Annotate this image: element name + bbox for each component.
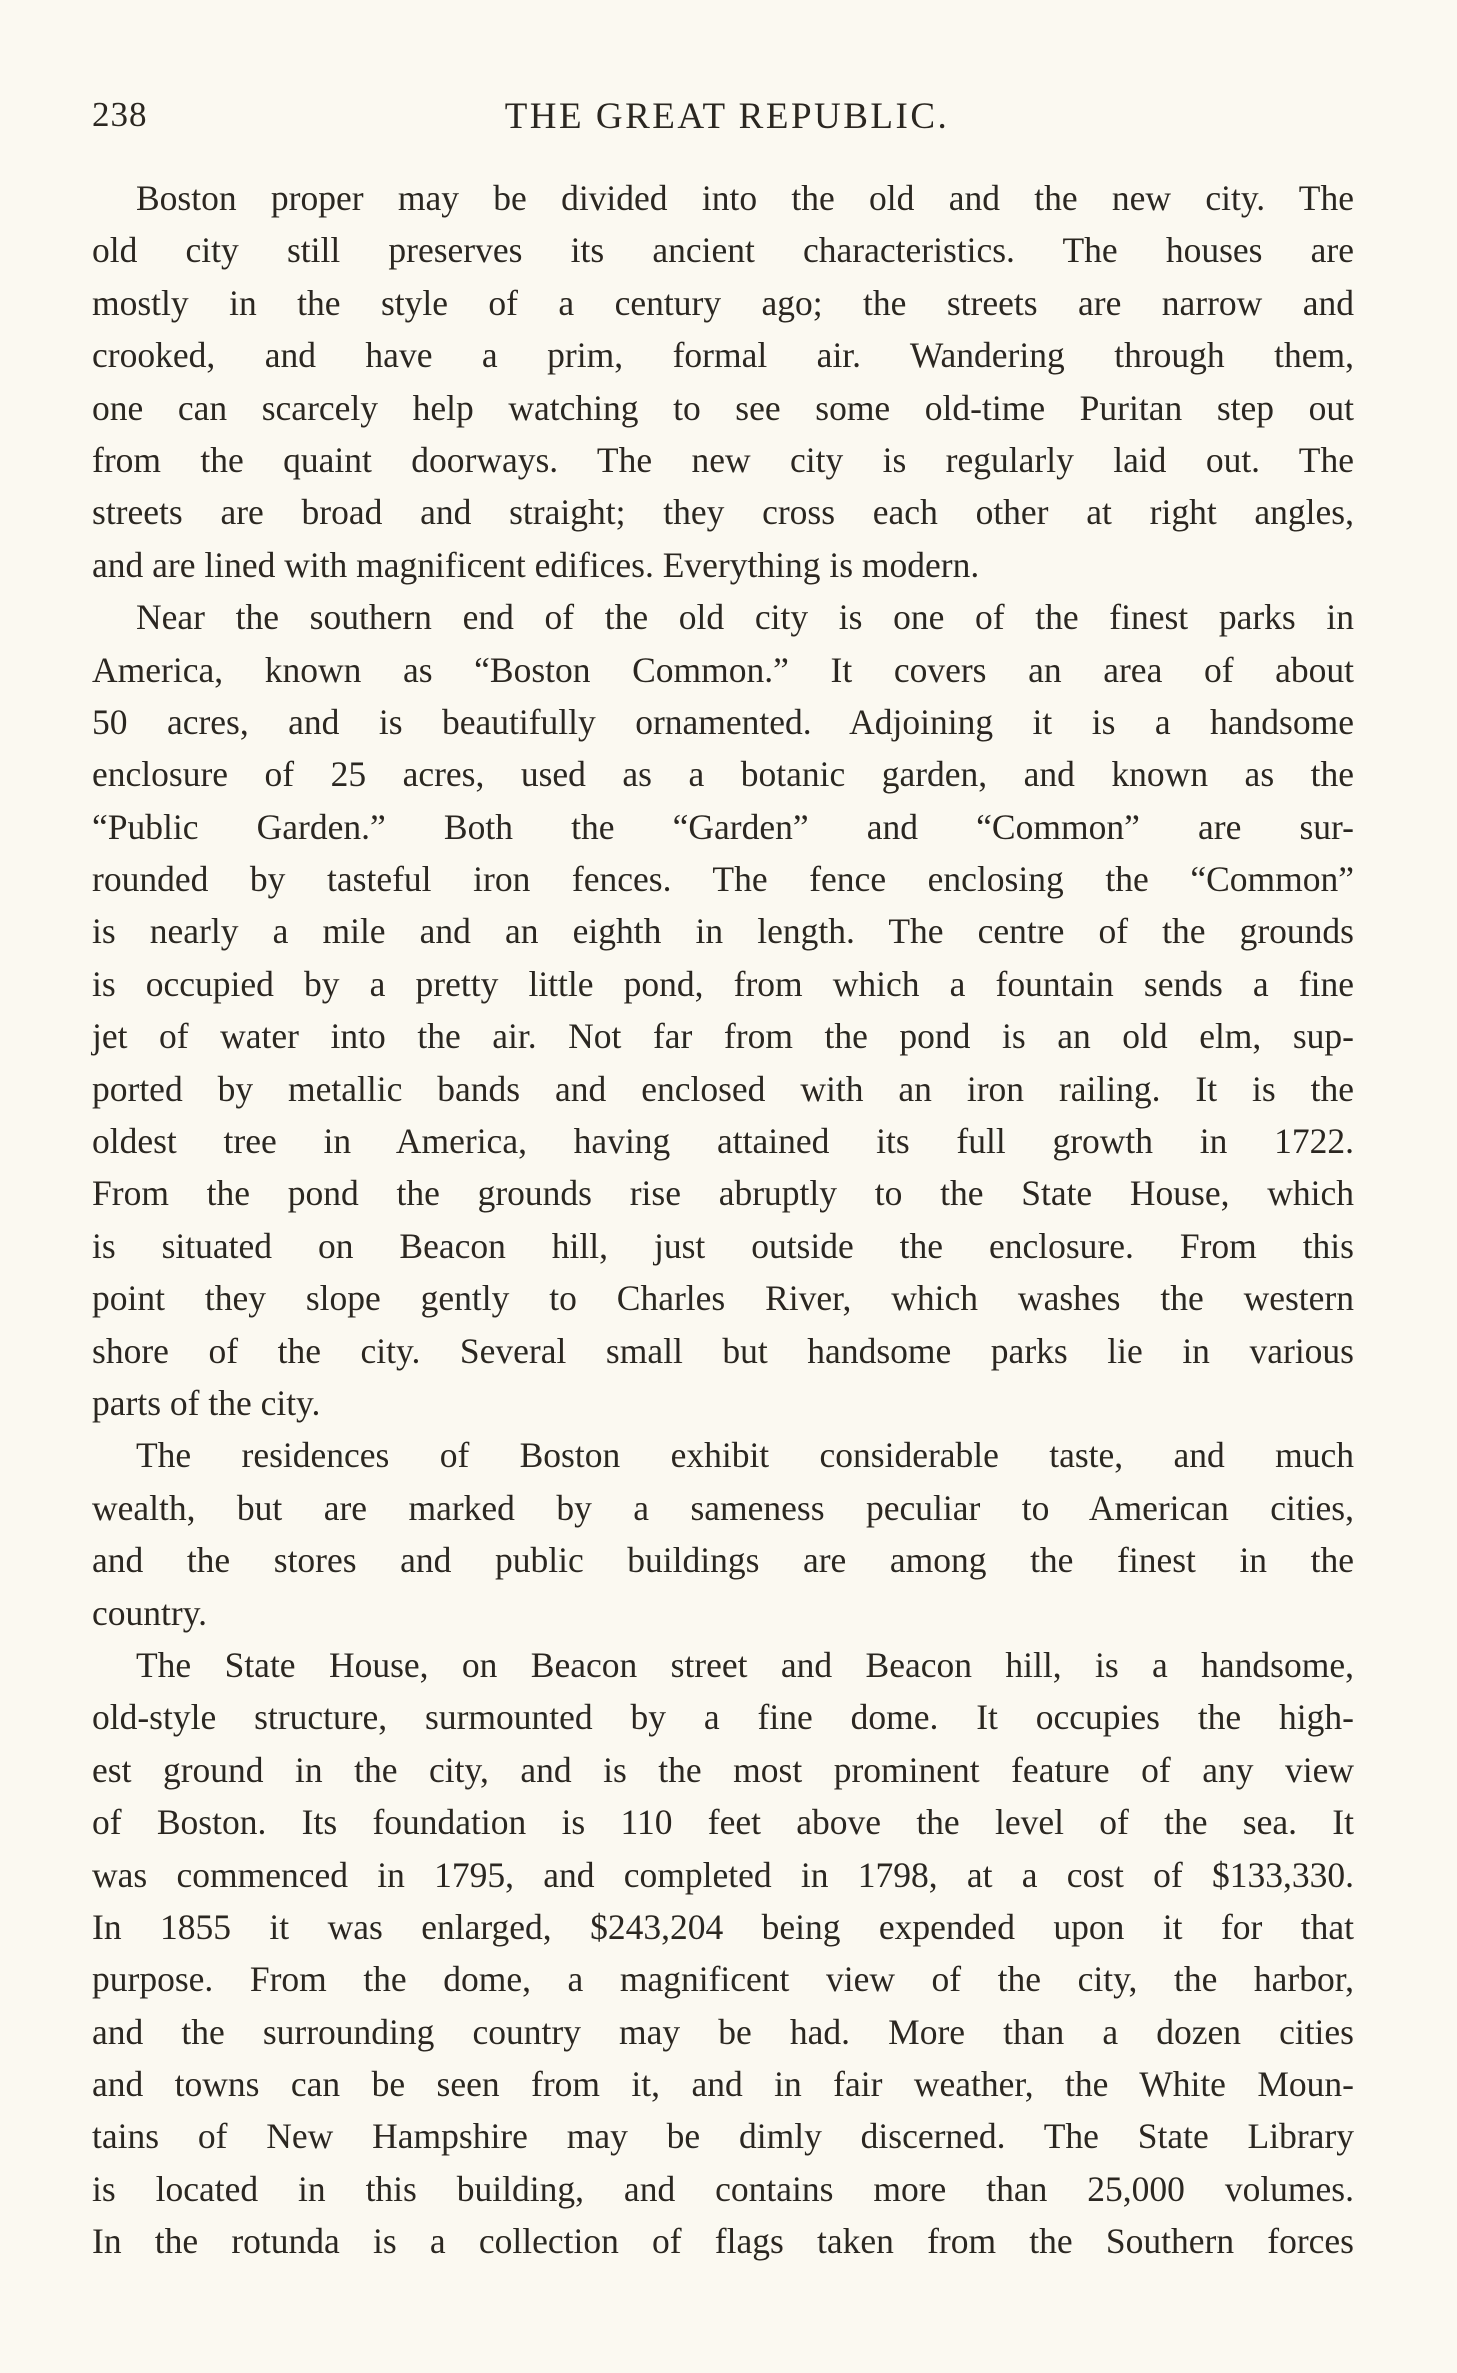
text-line: and the surrounding country may be had. More than a dozen cities xyxy=(92,2011,1354,2052)
text-line: Boston proper may be divided into the old and the new city. The xyxy=(136,178,1354,218)
text-line: and are lined with magnificent edifices. Everything is modern. xyxy=(92,544,980,585)
text-line: oldest tree in America, having attained its full growth in 1722. xyxy=(92,1121,1354,1162)
text-line: is situated on Beacon hill, just outside the enclosure. From this xyxy=(92,1225,1354,1266)
text-line: “Public Garden.” Both the “Garden” and “Common” are sur- xyxy=(92,806,1354,847)
running-title: THE GREAT REPUBLIC. xyxy=(504,96,950,137)
text-line: one can scarcely help watching to see some old-time Puritan step out xyxy=(92,387,1354,428)
text-line: purpose. From the dome, a magnificent view of the city, the harbor, xyxy=(92,1959,1354,2000)
text-line: America, known as “Boston Common.” It covers an area of about xyxy=(92,649,1354,690)
text-line: shore of the city. Several small but handsome parks lie in various xyxy=(92,1330,1354,1371)
text-line: from the quaint doorways. The new city is regularly laid out. The xyxy=(92,439,1354,480)
text-line: enclosure of 25 acres, used as a botanic garden, and known as the xyxy=(92,754,1354,795)
text-line: and the stores and public buildings are among the finest in the xyxy=(92,1540,1354,1581)
text-line: jet of water into the air. Not far from the pond is an old elm, sup- xyxy=(92,1016,1354,1057)
text-line: est ground in the city, and is the most prominent feature of any view xyxy=(92,1749,1354,1790)
paragraph xyxy=(92,1639,1354,2268)
text-line: was commenced in 1795, and completed in 1798, at a cost of $133,330. xyxy=(92,1854,1354,1895)
paragraph xyxy=(92,172,1354,591)
text-line: 50 acres, and is beautifully ornamented. Adjoining it is a handsome xyxy=(92,701,1354,742)
paragraph xyxy=(92,591,1354,1429)
text-line: is nearly a mile and an eighth in length. The centre of the grounds xyxy=(92,911,1354,952)
running-head xyxy=(92,95,1362,145)
text-line: old-style structure, surmounted by a fine dome. It occupies the high- xyxy=(92,1697,1354,1738)
text-line: wealth, but are marked by a sameness peculiar to American cities, xyxy=(92,1487,1354,1528)
text-line: From the pond the grounds rise abruptly to the State House, which xyxy=(92,1173,1354,1214)
text-line: The State House, on Beacon street and Beacon hill, is a handsome, xyxy=(136,1644,1354,1685)
text-line: mostly in the style of a century ago; the streets are narrow and xyxy=(92,282,1354,323)
text-line: and towns can be seen from it, and in fair weather, the White Moun- xyxy=(92,2064,1354,2105)
text-line: old city still preserves its ancient characteristics. The houses are xyxy=(92,230,1354,271)
text-line: The residences of Boston exhibit considerable taste, and much xyxy=(136,1435,1354,1476)
page-number: 238 xyxy=(92,95,148,134)
paragraph xyxy=(92,1429,1354,1639)
text-line: In the rotunda is a collection of flags taken from the Southern forces xyxy=(92,2221,1354,2262)
text-line: country. xyxy=(92,1592,208,1633)
text-line: tains of New Hampshire may be dimly discerned. The State Library xyxy=(92,2116,1354,2157)
text-line: In 1855 it was enlarged, $243,204 being expended upon it for that xyxy=(92,1906,1354,1947)
text-line: is located in this building, and contains more than 25,000 volumes. xyxy=(92,2168,1354,2209)
body-text xyxy=(92,172,1354,2268)
text-line: rounded by tasteful iron fences. The fence enclosing the “Common” xyxy=(92,859,1354,900)
text-line: streets are broad and straight; they cross each other at right angles, xyxy=(92,492,1354,533)
text-line: Near the southern end of the old city is one of the finest parks in xyxy=(136,597,1354,638)
text-line: ported by metallic bands and enclosed with an iron railing. It is the xyxy=(92,1068,1354,1109)
text-line: is occupied by a pretty little pond, from which a fountain sends a fine xyxy=(92,963,1354,1004)
text-line: crooked, and have a prim, formal air. Wandering through them, xyxy=(92,335,1354,376)
text-line: point they slope gently to Charles River, which washes the western xyxy=(92,1278,1354,1319)
text-line: parts of the city. xyxy=(92,1382,321,1423)
text-line: of Boston. Its foundation is 110 feet above the level of the sea. It xyxy=(92,1802,1354,1843)
